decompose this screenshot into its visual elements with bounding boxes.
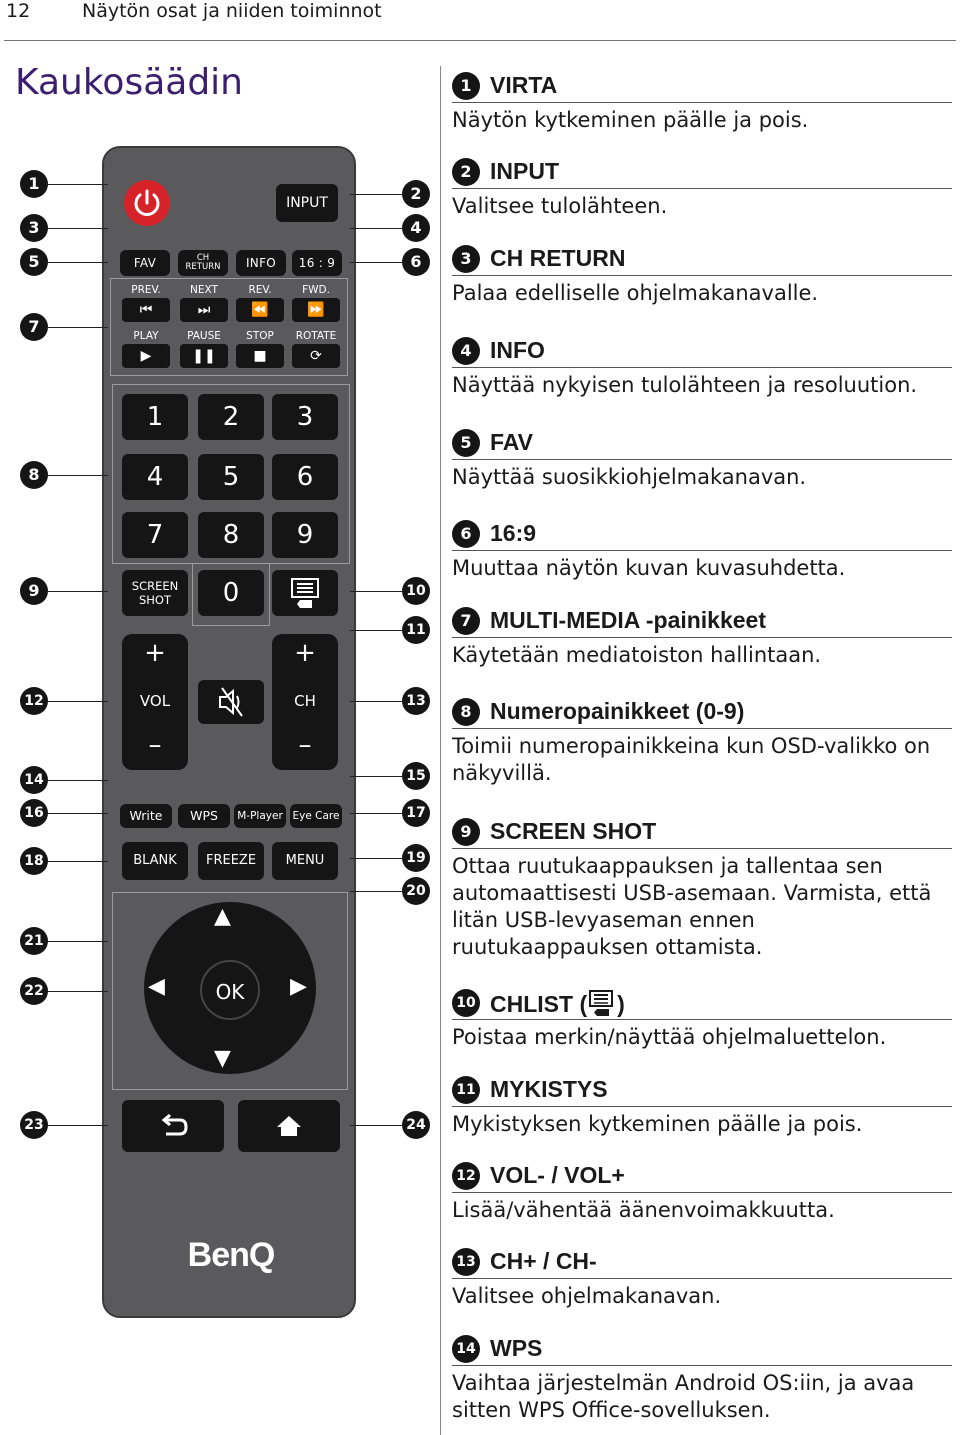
dpad-right-icon[interactable]: ▶ xyxy=(290,974,307,999)
callout-7: 7 xyxy=(20,313,48,341)
callout-leader xyxy=(48,941,108,942)
item-title-text: CH+ / CH- xyxy=(490,1248,597,1274)
callout-16: 16 xyxy=(20,799,48,827)
next-button[interactable]: ⏭ xyxy=(180,298,228,322)
digit-7-button[interactable]: 7 xyxy=(122,512,188,558)
callout-leader xyxy=(350,262,402,263)
callout-12: 12 xyxy=(20,687,48,715)
item-title xyxy=(490,1335,542,1362)
callout-15: 15 xyxy=(402,762,430,790)
callout-2: 2 xyxy=(402,180,430,208)
item-title-end: ) xyxy=(617,991,625,1017)
ch-minus[interactable]: – xyxy=(298,730,312,760)
ch-plus[interactable]: + xyxy=(294,638,316,668)
dpad-up-icon[interactable]: ▲ xyxy=(214,904,231,929)
digit-3-button[interactable]: 3 xyxy=(272,394,338,440)
item-title xyxy=(490,1076,608,1103)
header-rule xyxy=(4,40,956,41)
item-description: Valitsee ohjelmakanavan. xyxy=(452,1284,722,1308)
eye-care-button[interactable]: Eye Care xyxy=(290,804,342,828)
callout-19: 19 xyxy=(402,844,430,872)
item-title xyxy=(490,1248,597,1275)
item-number-badge: 12 xyxy=(452,1162,480,1190)
item-number-badge: 7 xyxy=(452,607,480,635)
item-title-text: INPUT xyxy=(490,158,559,184)
callout-11: 11 xyxy=(402,616,430,644)
callout-leader xyxy=(48,228,108,229)
item-number-badge: 1 xyxy=(452,72,480,100)
description-item xyxy=(452,335,952,399)
item-title-text: Numeropainikkeet (0-9) xyxy=(490,698,745,724)
channel-rocker[interactable] xyxy=(272,634,338,770)
item-title xyxy=(490,698,744,725)
callout-leader xyxy=(48,701,108,702)
fwd-button[interactable]: ⏩ xyxy=(292,298,340,322)
aspect-16-9-button[interactable]: 16 : 9 xyxy=(292,250,342,276)
item-title-text: 16:9 xyxy=(490,520,537,546)
mute-icon xyxy=(198,680,264,724)
item-title xyxy=(490,607,766,634)
rotate-button[interactable]: ⟳ xyxy=(292,344,340,368)
digit-1-button[interactable]: 1 xyxy=(122,394,188,440)
item-title xyxy=(490,337,545,364)
item-description: Palaa edelliselle ohjelmakanavalle. xyxy=(452,281,819,305)
callout-22: 22 xyxy=(20,977,48,1005)
item-title-text: MYKISTYS xyxy=(490,1076,608,1102)
ch-return-button[interactable]: CH RETURN xyxy=(178,250,228,276)
callout-20: 20 xyxy=(402,877,430,905)
item-title-text: MULTI-MEDIA -painikkeet xyxy=(490,607,767,633)
next-label: NEXT xyxy=(190,284,218,296)
callout-23: 23 xyxy=(20,1111,48,1139)
vol-minus[interactable]: – xyxy=(148,730,162,760)
blank-button[interactable]: BLANK xyxy=(122,842,188,880)
item-title-text: INFO xyxy=(490,337,545,363)
item-number-badge: 5 xyxy=(452,429,480,457)
back-button[interactable] xyxy=(122,1100,224,1152)
freeze-button[interactable]: FREEZE xyxy=(198,842,264,880)
description-title-row xyxy=(452,987,952,1020)
digit-9-button[interactable]: 9 xyxy=(272,512,338,558)
menu-button[interactable]: MENU xyxy=(272,842,338,880)
description-item xyxy=(452,1246,952,1310)
callout-4: 4 xyxy=(402,214,430,242)
callout-leader xyxy=(48,1125,108,1126)
item-description: Ottaa ruutukaappauksen ja tallentaa sen automaattisesti USB-asemaan. Varmista, että litän USB-levyaseman ennen ruutukaappauksen ottamista. xyxy=(452,854,932,959)
callout-leader xyxy=(48,262,108,263)
description-title-row xyxy=(452,1246,952,1279)
vol-plus[interactable]: + xyxy=(144,638,166,668)
item-title-text: WPS xyxy=(490,1335,543,1361)
callout-leader xyxy=(350,776,402,777)
digit-6-button[interactable]: 6 xyxy=(272,454,338,500)
callout-leader xyxy=(48,780,108,781)
description-item xyxy=(452,518,952,582)
callout-leader xyxy=(350,891,402,892)
callout-leader xyxy=(350,1125,402,1126)
callout-leader xyxy=(48,184,108,185)
digit-0-button[interactable]: 0 xyxy=(198,570,264,616)
home-icon xyxy=(238,1100,340,1152)
description-item xyxy=(452,1074,952,1138)
section-title: Kaukosäädin xyxy=(15,62,243,103)
home-button[interactable] xyxy=(238,1100,340,1152)
back-icon xyxy=(122,1100,224,1152)
description-title-row xyxy=(452,70,952,103)
list-delete-icon xyxy=(272,570,338,616)
digit-5-button[interactable]: 5 xyxy=(198,454,264,500)
callout-leader xyxy=(350,228,402,229)
item-title xyxy=(490,989,625,1018)
item-number-badge: 14 xyxy=(452,1335,480,1363)
item-description: Mykistyksen kytkeminen päälle ja pois. xyxy=(452,1112,863,1136)
item-number-badge: 9 xyxy=(452,818,480,846)
power-button[interactable] xyxy=(124,180,170,226)
ok-button[interactable]: OK xyxy=(200,960,260,1020)
description-item xyxy=(452,156,952,220)
item-title-text: SCREEN SHOT xyxy=(490,818,657,844)
callout-leader xyxy=(48,475,108,476)
column-divider xyxy=(440,66,441,1435)
item-number-badge: 13 xyxy=(452,1248,480,1276)
item-title xyxy=(490,429,533,456)
item-title xyxy=(490,520,536,547)
play-label: PLAY xyxy=(133,330,159,342)
item-description: Toimii numeropainikkeina kun OSD-valikko on näkyvillä. xyxy=(452,734,931,785)
rev-button[interactable]: ⏪ xyxy=(236,298,284,322)
description-title-row xyxy=(452,1333,952,1366)
item-title-text: CH RETURN xyxy=(490,245,626,271)
callout-leader xyxy=(350,630,402,631)
input-button[interactable]: INPUT xyxy=(276,184,338,222)
callout-leader xyxy=(48,591,108,592)
item-title xyxy=(490,245,625,272)
rotate-label: ROTATE xyxy=(295,330,337,342)
item-number-badge: 4 xyxy=(452,337,480,365)
callout-leader xyxy=(350,813,402,814)
description-title-row xyxy=(452,696,952,729)
callout-13: 13 xyxy=(402,687,430,715)
item-description: Valitsee tulolähteen. xyxy=(452,194,668,218)
volume-rocker[interactable] xyxy=(122,634,188,770)
dpad-down-icon[interactable]: ▼ xyxy=(214,1046,231,1071)
item-title xyxy=(490,158,559,185)
callout-8: 8 xyxy=(20,461,48,489)
description-title-row xyxy=(452,243,952,276)
callout-leader xyxy=(48,327,108,328)
pause-label: PAUSE xyxy=(187,330,221,342)
prev-label: PREV. xyxy=(131,284,161,296)
item-description: Näytön kytkeminen päälle ja pois. xyxy=(452,108,809,132)
callout-1: 1 xyxy=(20,170,48,198)
callout-leader xyxy=(48,813,108,814)
item-number-badge: 6 xyxy=(452,520,480,548)
wps-button[interactable]: WPS xyxy=(178,804,230,828)
description-item xyxy=(452,1160,952,1224)
callout-18: 18 xyxy=(20,847,48,875)
description-title-row xyxy=(452,335,952,368)
chlist-button[interactable] xyxy=(272,570,338,616)
item-title-text: VOL- / VOL+ xyxy=(490,1162,625,1188)
ch-label: CH xyxy=(294,692,316,710)
item-number-badge: 3 xyxy=(452,245,480,273)
digit-8-button[interactable]: 8 xyxy=(198,512,264,558)
description-item xyxy=(452,243,952,307)
list-delete-icon xyxy=(587,991,617,1017)
item-description: Poistaa merkin/näyttää ohjelmaluettelon. xyxy=(452,1025,887,1049)
callout-leader xyxy=(350,194,402,195)
item-title xyxy=(490,1162,625,1189)
callout-leader xyxy=(350,591,402,592)
description-item xyxy=(452,427,952,491)
item-number-badge: 2 xyxy=(452,158,480,186)
description-item xyxy=(452,816,952,961)
item-description: Vaihtaa järjestelmän Android OS:iin, ja avaa sitten WPS Office-sovelluksen. xyxy=(452,1371,915,1422)
item-description: Näyttää suosikkiohjelmakanavan. xyxy=(452,465,807,489)
description-title-row xyxy=(452,816,952,849)
screen-shot-button[interactable]: SCREEN SHOT xyxy=(122,570,188,616)
description-item xyxy=(452,605,952,669)
callout-leader xyxy=(48,991,108,992)
vol-label: VOL xyxy=(139,692,171,710)
description-title-row xyxy=(452,427,952,460)
item-number-badge: 11 xyxy=(452,1076,480,1104)
callout-leader xyxy=(350,701,402,702)
item-description: Lisää/vähentää äänenvoimakkuutta. xyxy=(452,1198,835,1222)
dpad-left-icon[interactable]: ◀ xyxy=(148,974,165,999)
callout-leader xyxy=(350,858,402,859)
item-title-text: VIRTA xyxy=(490,72,558,98)
benq-logo: BenQ xyxy=(187,1236,275,1274)
description-title-row xyxy=(452,1074,952,1107)
item-title xyxy=(490,72,557,99)
item-title-text: CHLIST ( xyxy=(490,991,588,1017)
callout-leader xyxy=(48,861,108,862)
power-icon xyxy=(124,180,170,226)
rev-label: REV. xyxy=(248,284,272,296)
write-button[interactable]: Write xyxy=(120,804,172,828)
callout-21: 21 xyxy=(20,927,48,955)
callout-9: 9 xyxy=(20,577,48,605)
prev-button[interactable]: ⏮ xyxy=(122,298,170,322)
item-description: Käytetään mediatoiston hallintaan. xyxy=(452,643,822,667)
stop-button[interactable]: ■ xyxy=(236,344,284,368)
item-title-text: FAV xyxy=(490,429,534,455)
item-description: Näyttää nykyisen tulolähteen ja resoluution. xyxy=(452,373,918,397)
digit-2-button[interactable]: 2 xyxy=(198,394,264,440)
callout-3: 3 xyxy=(20,214,48,242)
item-number-badge: 10 xyxy=(452,989,480,1017)
fwd-label: FWD. xyxy=(302,284,330,296)
description-title-row xyxy=(452,518,952,551)
mute-button[interactable] xyxy=(198,680,264,724)
callout-24: 24 xyxy=(402,1111,430,1139)
fav-button[interactable]: FAV xyxy=(120,250,170,276)
callout-10: 10 xyxy=(402,577,430,605)
info-button[interactable]: INFO xyxy=(236,250,286,276)
description-title-row xyxy=(452,156,952,189)
remote-control xyxy=(102,146,356,1318)
description-item xyxy=(452,1333,952,1424)
pause-button[interactable]: ❚❚ xyxy=(180,344,228,368)
chapter-header: Näytön osat ja niiden toiminnot xyxy=(82,0,382,22)
callout-14: 14 xyxy=(20,766,48,794)
description-title-row xyxy=(452,1160,952,1193)
callout-5: 5 xyxy=(20,248,48,276)
play-button[interactable]: ▶ xyxy=(122,344,170,368)
m-player-button[interactable]: M-Player xyxy=(234,804,286,828)
description-item xyxy=(452,987,952,1051)
stop-label: STOP xyxy=(246,330,274,342)
callout-17: 17 xyxy=(402,799,430,827)
item-number-badge: 8 xyxy=(452,698,480,726)
digit-4-button[interactable]: 4 xyxy=(122,454,188,500)
item-description: Muuttaa näytön kuvan kuvasuhdetta. xyxy=(452,556,846,580)
description-item xyxy=(452,696,952,787)
description-item xyxy=(452,70,952,134)
page-number: 12 xyxy=(6,0,31,22)
item-title xyxy=(490,818,656,845)
description-title-row xyxy=(452,605,952,638)
callout-6: 6 xyxy=(402,248,430,276)
